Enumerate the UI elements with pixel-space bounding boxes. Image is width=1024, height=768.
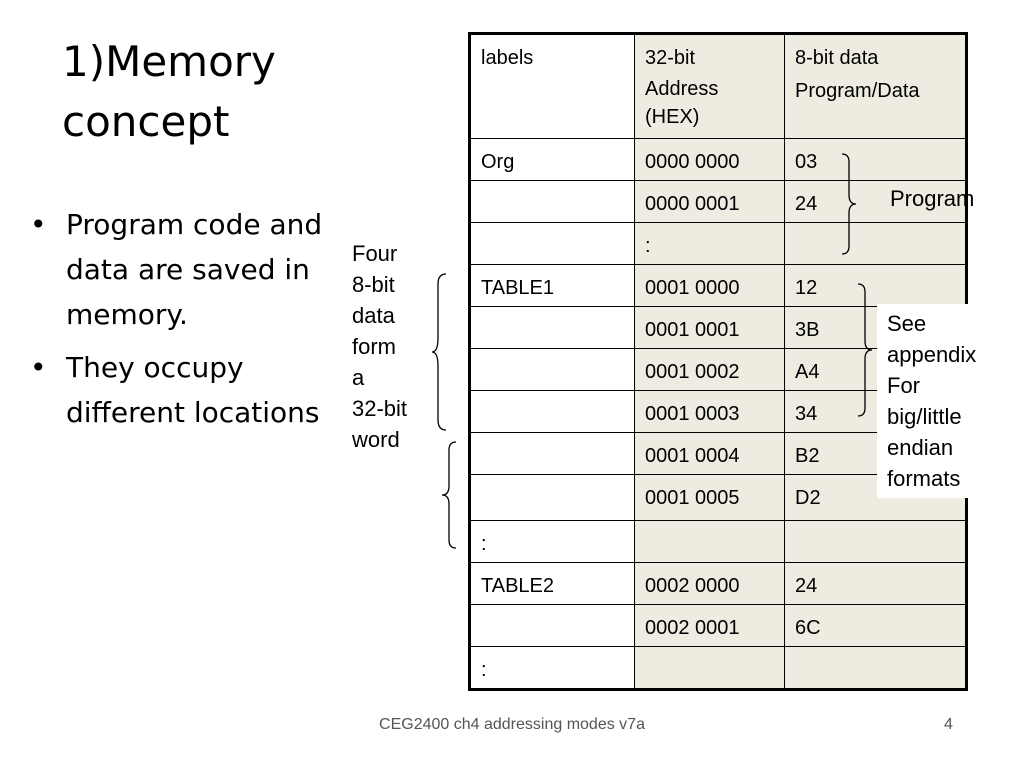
cell-address: 0000 0001 — [635, 181, 785, 223]
cell-label: TABLE1 — [470, 265, 635, 307]
cell-data: 34 — [785, 391, 967, 433]
bullet-item: • Program code and data are saved in memory. — [24, 202, 354, 337]
slide-title: 1)Memory concept — [62, 37, 276, 146]
table-row — [470, 223, 967, 265]
cell-label — [470, 349, 635, 391]
left-brace-lower — [440, 440, 460, 550]
cell-address: 0002 0001 — [635, 605, 785, 647]
cell-label — [470, 433, 635, 475]
header-labels: labels — [470, 34, 635, 139]
table-row — [470, 265, 967, 307]
cell-address: : — [635, 223, 785, 265]
table-row — [470, 563, 967, 605]
cell-label: : — [470, 521, 635, 563]
cell-data: 6C — [785, 605, 967, 647]
cell-address: 0002 0000 — [635, 563, 785, 605]
cell-data: 24 — [785, 563, 967, 605]
header-address-line2: Address (HEX) — [645, 78, 719, 128]
cell-data: B2 — [785, 433, 967, 475]
page-number: 4 — [944, 716, 953, 733]
cell-data — [785, 223, 967, 265]
cell-address: 0001 0005 — [635, 475, 785, 521]
cell-address: 0001 0002 — [635, 349, 785, 391]
header-address-line1: 32-bit — [645, 47, 696, 69]
cell-data: 12 — [785, 265, 967, 307]
cell-data: 24 — [785, 181, 967, 223]
left-brace-upper — [430, 272, 450, 432]
cell-label: : — [470, 647, 635, 690]
right-brace-program — [840, 152, 858, 256]
cell-label — [470, 475, 635, 521]
cell-label — [470, 391, 635, 433]
table-row — [470, 605, 967, 647]
cell-data — [785, 647, 967, 690]
cell-data — [785, 521, 967, 563]
program-label: Program — [890, 186, 975, 211]
header-data-line1: 8-bit data — [795, 47, 879, 69]
right-brace-table1 — [856, 282, 874, 418]
cell-address: 0000 0000 — [635, 139, 785, 181]
appendix-note: See appendix For big/little endian formats — [877, 304, 997, 498]
cell-label — [470, 223, 635, 265]
header-data-line2: Program/Data — [795, 80, 920, 102]
table-row — [470, 647, 967, 690]
cell-label — [470, 307, 635, 349]
cell-address: 0001 0001 — [635, 307, 785, 349]
header-address — [635, 34, 785, 139]
cell-label — [470, 181, 635, 223]
cell-address: 0001 0000 — [635, 265, 785, 307]
table-row — [470, 521, 967, 563]
cell-label: Org — [470, 139, 635, 181]
bullet-item: • They occupy different locations — [24, 345, 354, 435]
cell-address: 0001 0004 — [635, 433, 785, 475]
cell-address — [635, 521, 785, 563]
bullet-list — [24, 202, 354, 443]
cell-data: 3B — [785, 307, 967, 349]
word-size-note: Four 8-bit data form a 32-bit word — [352, 241, 408, 452]
cell-data: A4 — [785, 349, 967, 391]
header-data — [785, 34, 967, 139]
cell-label: TABLE2 — [470, 563, 635, 605]
table-row — [470, 139, 967, 181]
cell-data: D2 — [785, 475, 967, 521]
cell-address — [635, 647, 785, 690]
footer-text: CEG2400 ch4 addressing modes v7a — [379, 716, 645, 733]
cell-address: 0001 0003 — [635, 391, 785, 433]
cell-label — [470, 605, 635, 647]
table-header-row — [470, 34, 967, 139]
cell-data: 03 — [785, 139, 967, 181]
